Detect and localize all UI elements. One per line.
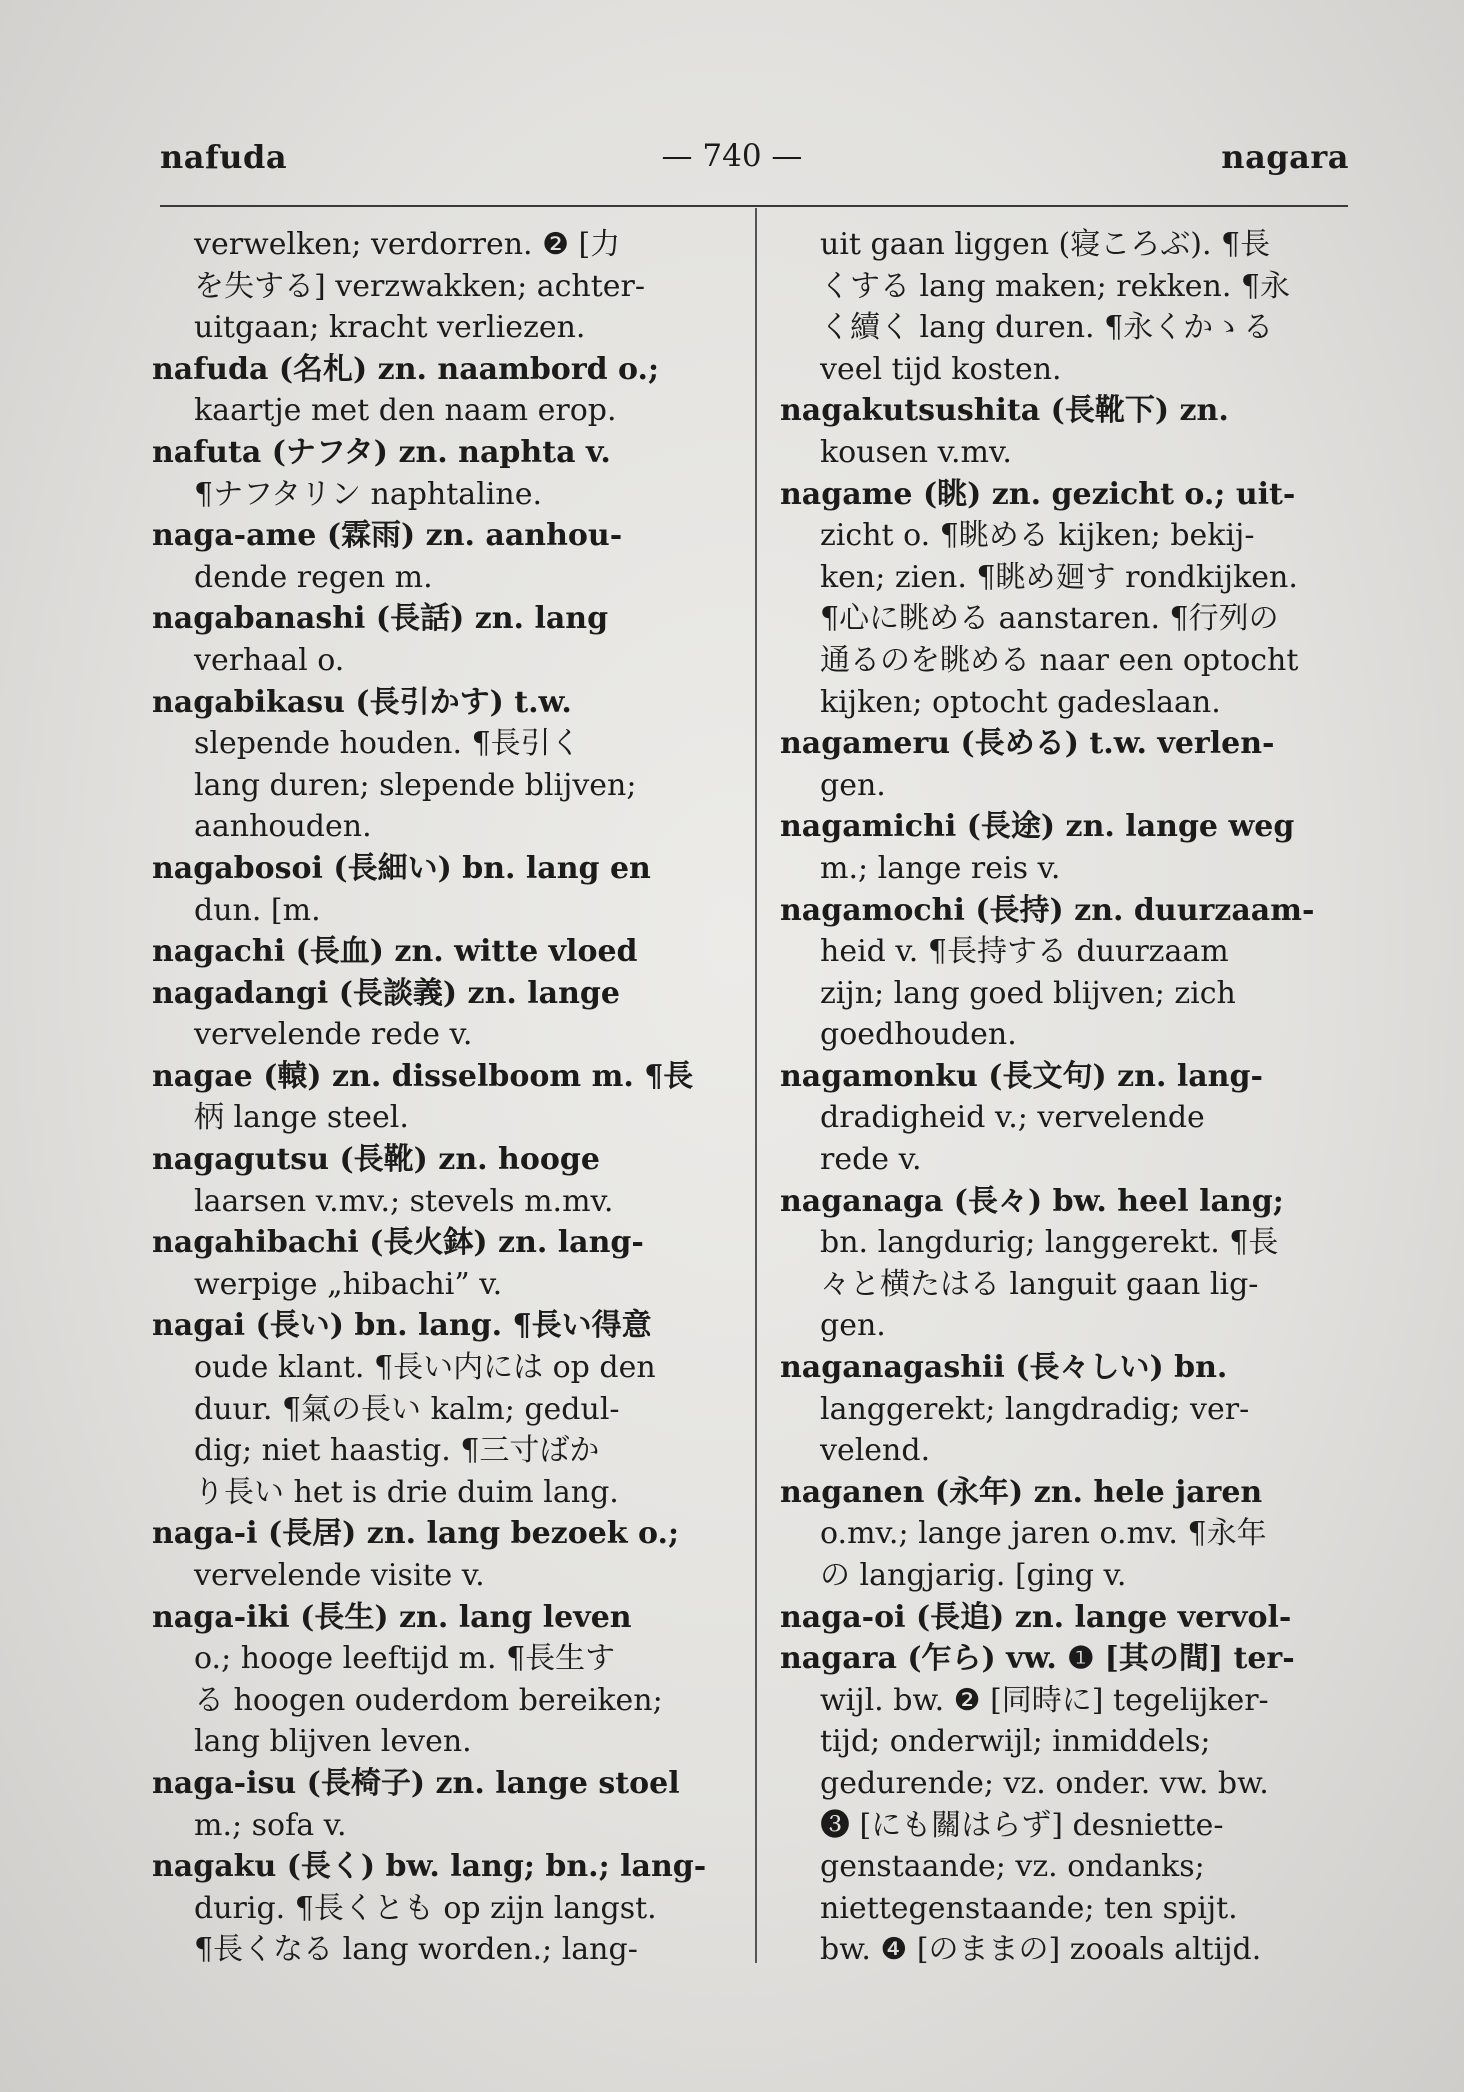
entry-text-line: goedhouden. — [820, 1017, 1017, 1053]
entry-text-line: laarsen v.mv.; stevels m.mv. — [194, 1183, 614, 1219]
entry-text-line: uit gaan liggen (寝ころぶ). ¶長 — [820, 227, 1271, 262]
entry-headword-line: nagame (眺) zn. gezicht o.; uit- — [780, 476, 1296, 512]
entry-text-line: の langjarig. [ging v. — [820, 1558, 1127, 1593]
entry-headword-line: nagamonku (長文句) zn. lang- — [780, 1058, 1263, 1094]
entry-headword-line: nagae (轅) zn. disselboom m. ¶長 — [152, 1058, 694, 1094]
entry-text-line: lang duren; slepende blijven; — [194, 767, 637, 803]
entry-text-line: dun. [m. — [194, 892, 321, 928]
entry-headword-line: naganen (永年) zn. hele jaren — [780, 1474, 1263, 1510]
entry-headword-line: nagamichi (長途) zn. lange weg — [780, 809, 1295, 845]
entry-headword-line: naga-isu (長椅子) zn. lange stoel — [152, 1765, 680, 1801]
entry-text-line: gen. — [820, 1308, 886, 1344]
entry-text-line: niettegenstaande; ten spijt. — [820, 1890, 1238, 1926]
page-number: — 740 — — [661, 138, 803, 174]
entry-text-line: langgerekt; langdradig; ver- — [820, 1391, 1250, 1427]
entry-headword-line: nagabosoi (長細い) bn. lang en — [152, 850, 651, 886]
entry-text-line: veel tijd kosten. — [820, 351, 1062, 387]
entry-headword-line: nagagutsu (長靴) zn. hooge — [152, 1142, 600, 1178]
entry-headword-line: naganaga (長々) bw. heel lang; — [780, 1183, 1284, 1219]
entry-text-line: o.mv.; lange jaren o.mv. ¶永年 — [820, 1516, 1267, 1552]
entry-text-line: werpige „hibachi” v. — [194, 1266, 503, 1302]
entry-text-line: tijd; onderwijl; inmiddels; — [820, 1724, 1211, 1760]
entry-text-line: zicht o. ¶眺める kijken; bekij- — [820, 518, 1255, 554]
entry-headword-line: nagabanashi (長話) zn. lang — [152, 601, 609, 637]
entry-headword-line: nafuta (ナフタ) zn. naphta v. — [152, 434, 611, 470]
entry-text-line: ❸ [にも關はらず] desniette- — [820, 1807, 1224, 1843]
entry-text-line: ¶心に眺める aanstaren. ¶行列の — [820, 601, 1279, 637]
entry-text-line: 柄 lange steel. — [194, 1100, 409, 1136]
entry-text-line: genstaande; vz. ondanks; — [820, 1849, 1205, 1885]
left-column — [152, 224, 728, 1971]
entry-text-line: m.; sofa v. — [194, 1807, 347, 1843]
entry-headword-line: naga-i (長居) zn. lang bezoek o.; — [152, 1516, 680, 1552]
entry-text-line: ken; zien. ¶眺め廻す rondkijken. — [820, 559, 1298, 595]
entry-text-line: durig. ¶長くとも op zijn langst. — [194, 1890, 657, 1926]
header-rule — [160, 205, 1348, 207]
entry-text-line: zijn; lang goed blijven; zich — [820, 975, 1236, 1011]
entry-headword-line: nagakutsushita (長靴下) zn. — [780, 393, 1229, 429]
entry-text-line: kousen v.mv. — [820, 434, 1012, 470]
entry-text-line: verwelken; verdorren. ❷ [力 — [194, 227, 621, 262]
entry-text-line: lang blijven leven. — [194, 1724, 472, 1760]
entry-text-line: heid v. ¶長持する duurzaam — [820, 934, 1229, 970]
entry-headword-line: nagaku (長く) bw. lang; bn.; lang- — [152, 1849, 707, 1885]
entry-text-line: る hoogen ouderdom bereiken; — [194, 1682, 663, 1718]
entry-text-line: gen. — [820, 767, 886, 803]
right-guide-word: nagara — [1221, 138, 1349, 176]
entry-text-line: verhaal o. — [194, 642, 345, 678]
entry-text-line: kijken; optocht gadeslaan. — [820, 684, 1221, 720]
entry-text-line: vervelende visite v. — [194, 1558, 485, 1593]
entry-headword-line: nagadangi (長談義) zn. lange — [152, 975, 620, 1011]
entry-headword-line: nagara (乍ら) vw. ❶ [其の間] ter- — [780, 1641, 1295, 1677]
entry-text-line: くする lang maken; rekken. ¶永 — [820, 268, 1290, 304]
entry-text-line: duur. ¶氣の長い kalm; gedul- — [194, 1391, 620, 1427]
entry-text-line: 々と横たはる languit gaan lig- — [820, 1266, 1259, 1302]
entry-headword-line: nagachi (長血) zn. witte vloed — [152, 934, 638, 970]
entry-headword-line: naga-iki (長生) zn. lang leven — [152, 1599, 632, 1635]
entry-text-line: o.; hooge leeftijd m. ¶長生す — [194, 1641, 616, 1677]
left-guide-word: nafuda — [160, 138, 288, 176]
entry-headword-line: nagamochi (長持) zn. duurzaam- — [780, 892, 1315, 928]
entry-headword-line: nagabikasu (長引かす) t.w. — [152, 684, 572, 720]
column-divider — [755, 208, 757, 1963]
entry-text-line: m.; lange reis v. — [820, 850, 1061, 886]
entry-text-line: kaartje met den naam erop. — [194, 393, 617, 429]
entry-text-line: く續く lang duren. ¶永くかゝる — [820, 310, 1274, 346]
entry-headword-line: naganagashii (長々しい) bn. — [780, 1350, 1228, 1386]
entry-text-line: bn. langdurig; langgerekt. ¶長 — [820, 1225, 1279, 1261]
right-column — [780, 224, 1360, 1971]
entry-text-line: bw. ❹ [のままの] zooals altijd. — [820, 1932, 1262, 1968]
entry-text-line: slepende houden. ¶長引く — [194, 726, 581, 762]
entry-text-line: り長い het is drie duim lang. — [194, 1474, 619, 1510]
entry-text-line: uitgaan; kracht verliezen. — [194, 310, 586, 346]
entry-text-line: ¶ナフタリン naphtaline. — [194, 476, 542, 512]
entry-text-line: oude klant. ¶長い内には op den — [194, 1350, 656, 1386]
entry-text-line: 通るのを眺める naar een optocht — [820, 642, 1299, 678]
entry-text-line: velend. — [820, 1433, 931, 1469]
entry-headword-line: nagameru (長める) t.w. verlen- — [780, 726, 1275, 762]
entry-text-line: rede v. — [820, 1142, 922, 1178]
entry-headword-line: nagai (長い) bn. lang. ¶長い得意 — [152, 1308, 652, 1344]
entry-headword-line: nagahibachi (長火鉢) zn. lang- — [152, 1225, 644, 1261]
entry-text-line: dende regen m. — [194, 559, 433, 595]
entry-text-line: を失する] verzwakken; achter- — [194, 268, 646, 304]
entry-text-line: dig; niet haastig. ¶三寸ばか — [194, 1433, 600, 1469]
entry-text-line: aanhouden. — [194, 809, 372, 845]
entry-text-line: gedurende; vz. onder. vw. bw. — [820, 1765, 1269, 1801]
entry-headword-line: naga-ame (霖雨) zn. aanhou- — [152, 518, 623, 554]
entry-headword-line: nafuda (名札) zn. naambord o.; — [152, 351, 660, 387]
entry-text-line: ¶長くなる lang worden.; lang- — [194, 1932, 638, 1968]
entry-headword-line: naga-oi (長追) zn. lange vervol- — [780, 1599, 1292, 1635]
entry-text-line: wijl. bw. ❷ [同時に] tegelijker- — [820, 1682, 1269, 1718]
entry-text-line: dradigheid v.; vervelende — [820, 1100, 1205, 1136]
entry-text-line: vervelende rede v. — [194, 1017, 473, 1053]
